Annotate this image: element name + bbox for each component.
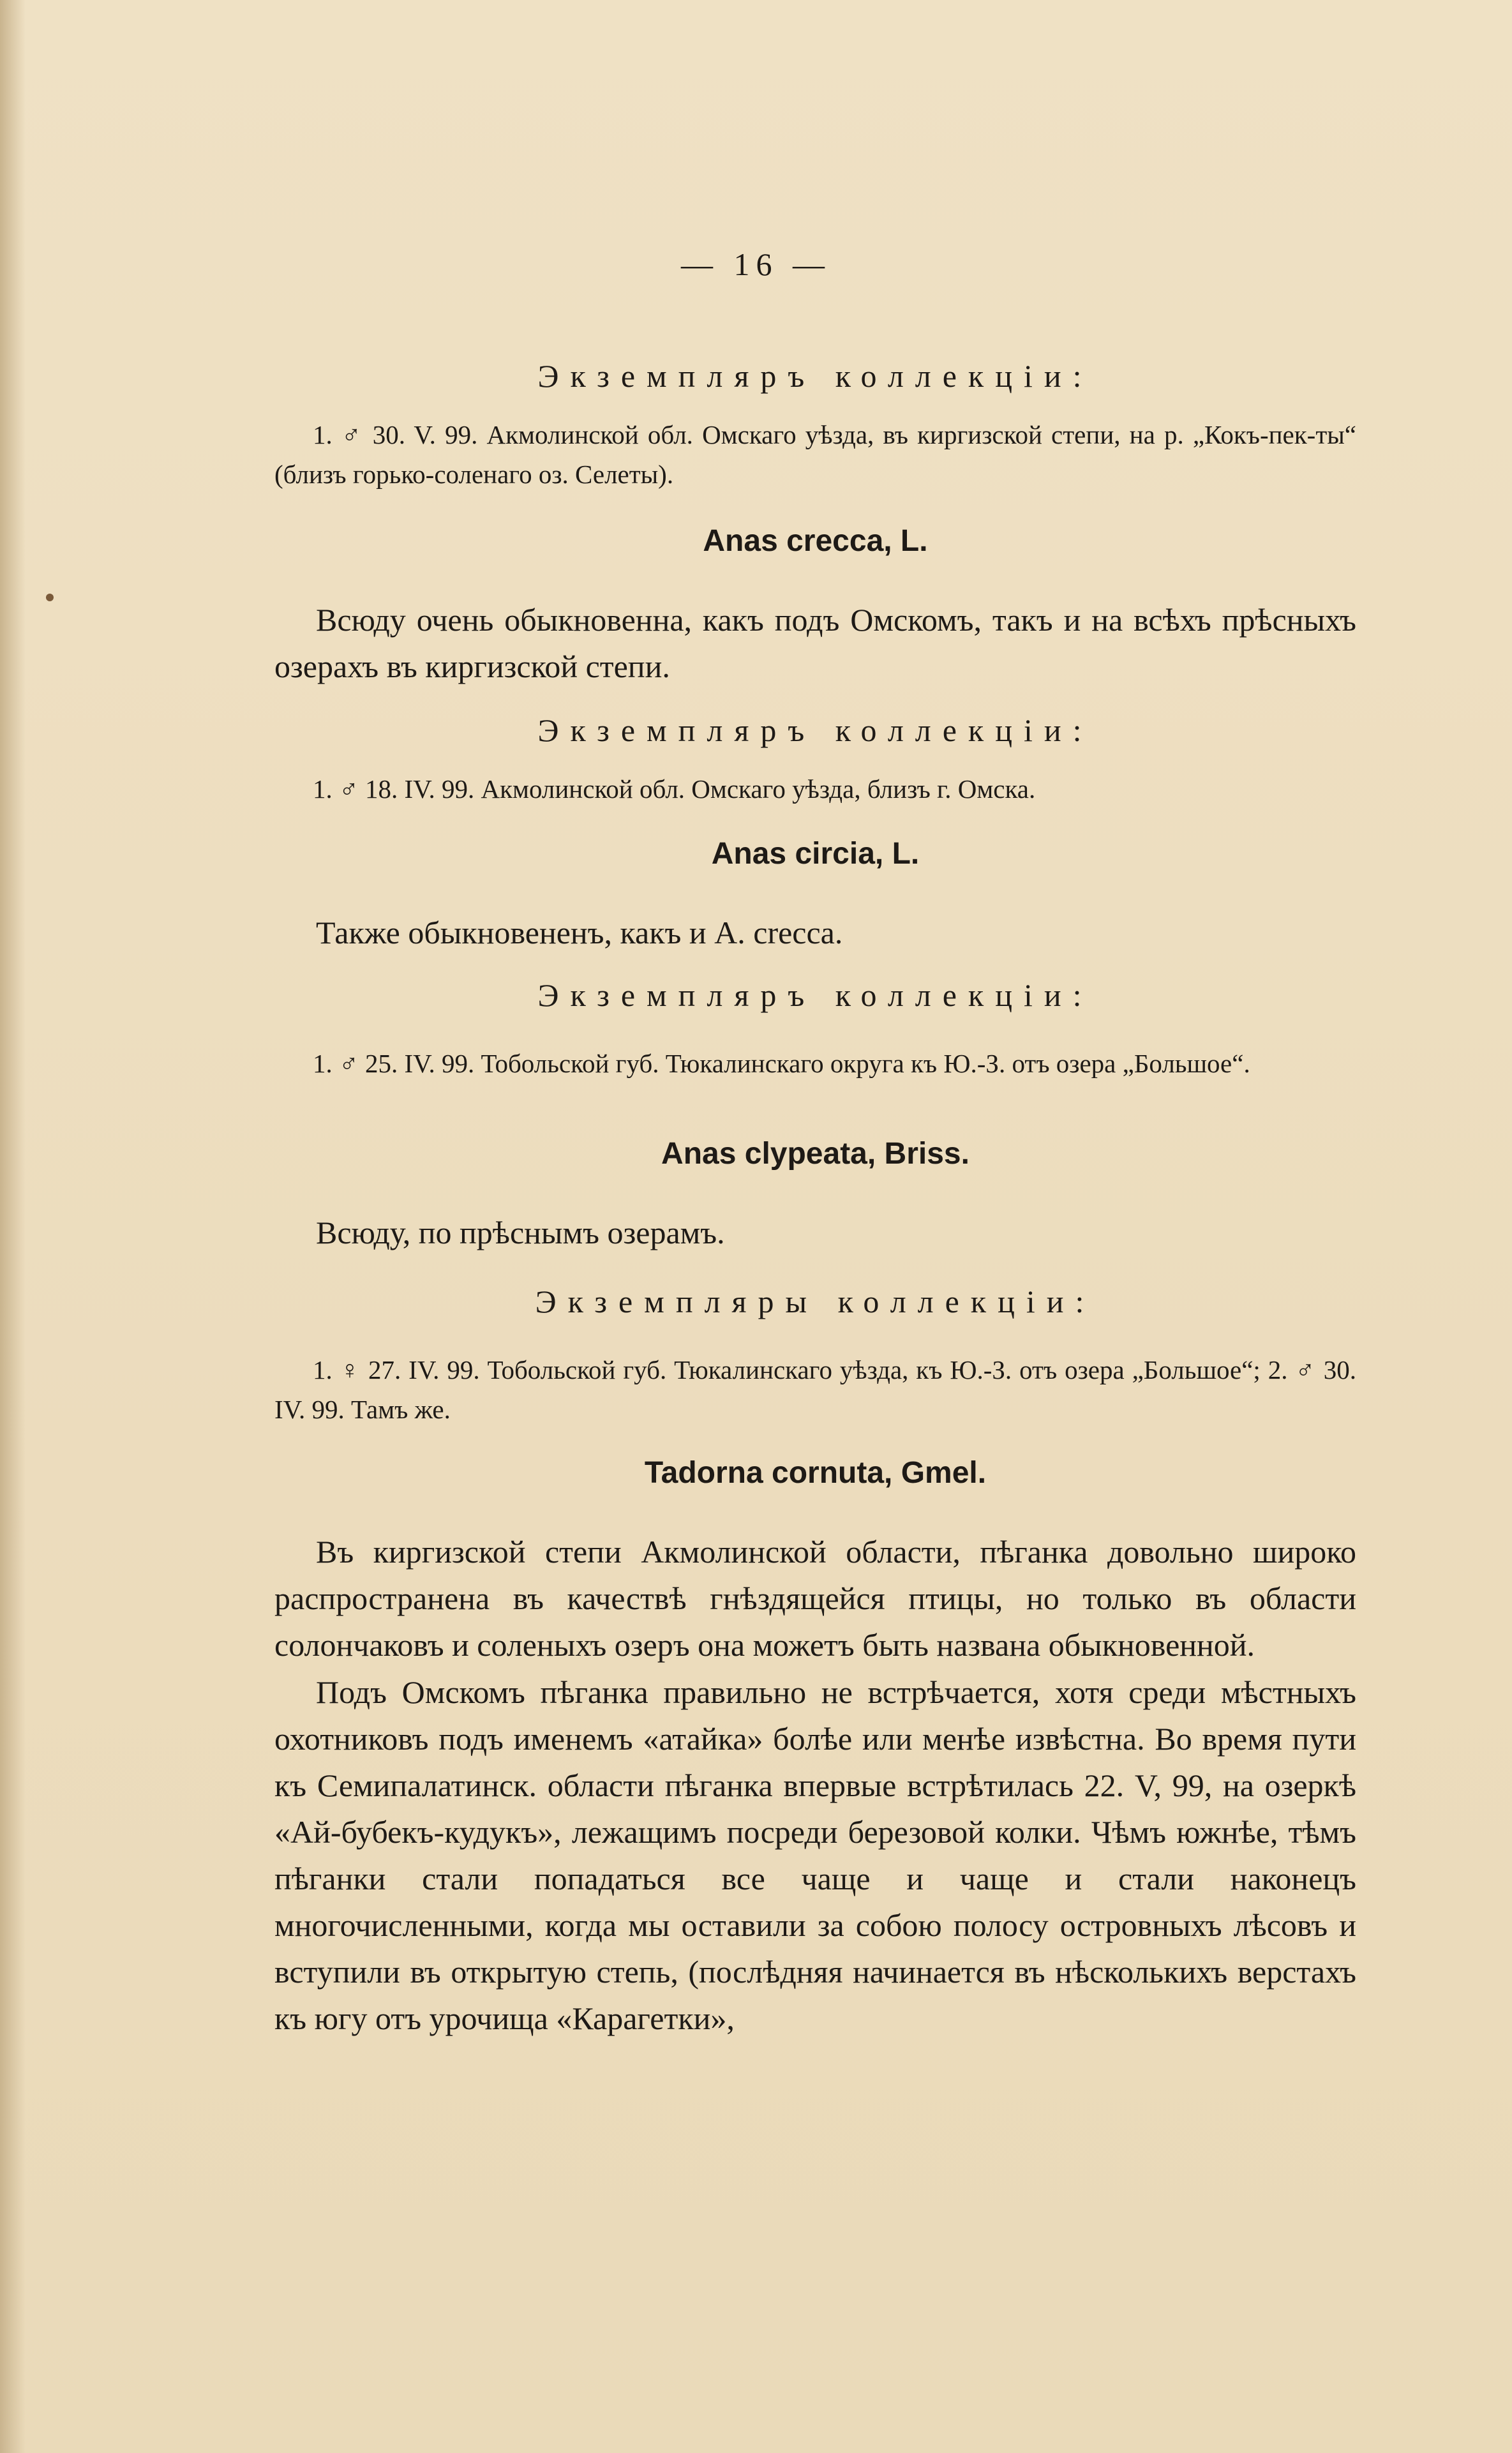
page-number: — 16 —	[681, 246, 831, 282]
collection-entry-4: 1. ♀ 27. IV. 99. Тобольской губ. Тюкалинскаго уѣзда, къ Ю.-З. отъ озера „Большое“; 2. ♂ 30. IV. 99. Тамъ же.	[274, 1355, 1356, 1424]
ink-spot	[46, 594, 54, 601]
collection-heading-2: Экземпляръ коллекціи:	[537, 712, 1093, 748]
collection-heading-3: Экземпляръ коллекціи:	[537, 977, 1093, 1013]
species-tadorna-cornuta: Tadorna cornuta, Gmel.	[644, 1456, 987, 1490]
collection-heading-1: Экземпляръ коллекціи:	[537, 358, 1093, 394]
species-anas-clypeata: Anas clypeata, Briss.	[661, 1137, 969, 1171]
species-description-2: Также обыкновененъ, какъ и A. crecca.	[316, 915, 843, 950]
collection-entry-3: 1. ♂ 25. IV. 99. Тобольской губ. Тюкалинскаго округа къ Ю.-З. отъ озера „Большое“.	[313, 1049, 1250, 1078]
species-anas-circia: Anas circia, L.	[711, 837, 920, 871]
page-spine-shadow	[0, 0, 26, 2453]
species-description-1: Всюду очень обыкновенна, какъ подъ Омскомъ, такъ и на всѣхъ прѣсныхъ озерахъ въ киргизской степи.	[274, 602, 1356, 684]
collection-entry-2: 1. ♂ 18. IV. 99. Акмолинской обл. Омскаго уѣзда, близъ г. Омска.	[313, 774, 1036, 804]
collection-entry-1: 1. ♂ 30. V. 99. Акмолинской обл. Омскаго уѣзда, въ киргизской степи, на р. „Кокъ-пек-ты“ (близъ горько-соленаго оз. Селеты).	[274, 420, 1356, 489]
species-description-4a: Въ киргизской степи Акмолинской области, пѣганка довольно широко распространена въ качествѣ гнѣздящейся птицы, но только въ области солончаковъ и соленыхъ озеръ она можетъ быть названа обыкновенной.	[274, 1534, 1356, 1663]
species-description-4b: Подъ Омскомъ пѣганка правильно не встрѣчается, хотя среди мѣстныхъ охотниковъ подъ именемъ «атайка» болѣе или менѣе извѣстна. Во время пути къ Семипалатинск. области пѣганка впервые встрѣтилась 22. V, 99, на озеркѣ «Ай-бубекъ-кудукъ», лежащимъ посреди березовой колки. Чѣмъ южнѣе, тѣмъ пѣганки стали попадаться все чаще и чаще и стали наконецъ многочисленными, когда мы оставили за собою полосу островныхъ лѣсовъ и вступили въ открытую степь, (послѣдняя начинается въ нѣсколькихъ верстахъ къ югу отъ урочища «Карагетки»,	[274, 1674, 1356, 2036]
species-anas-crecca: Anas crecca, L.	[703, 524, 928, 558]
species-description-3: Всюду, по прѣснымъ озерамъ.	[316, 1215, 725, 1250]
collection-heading-4: Экземпляры коллекціи:	[535, 1284, 1096, 1319]
